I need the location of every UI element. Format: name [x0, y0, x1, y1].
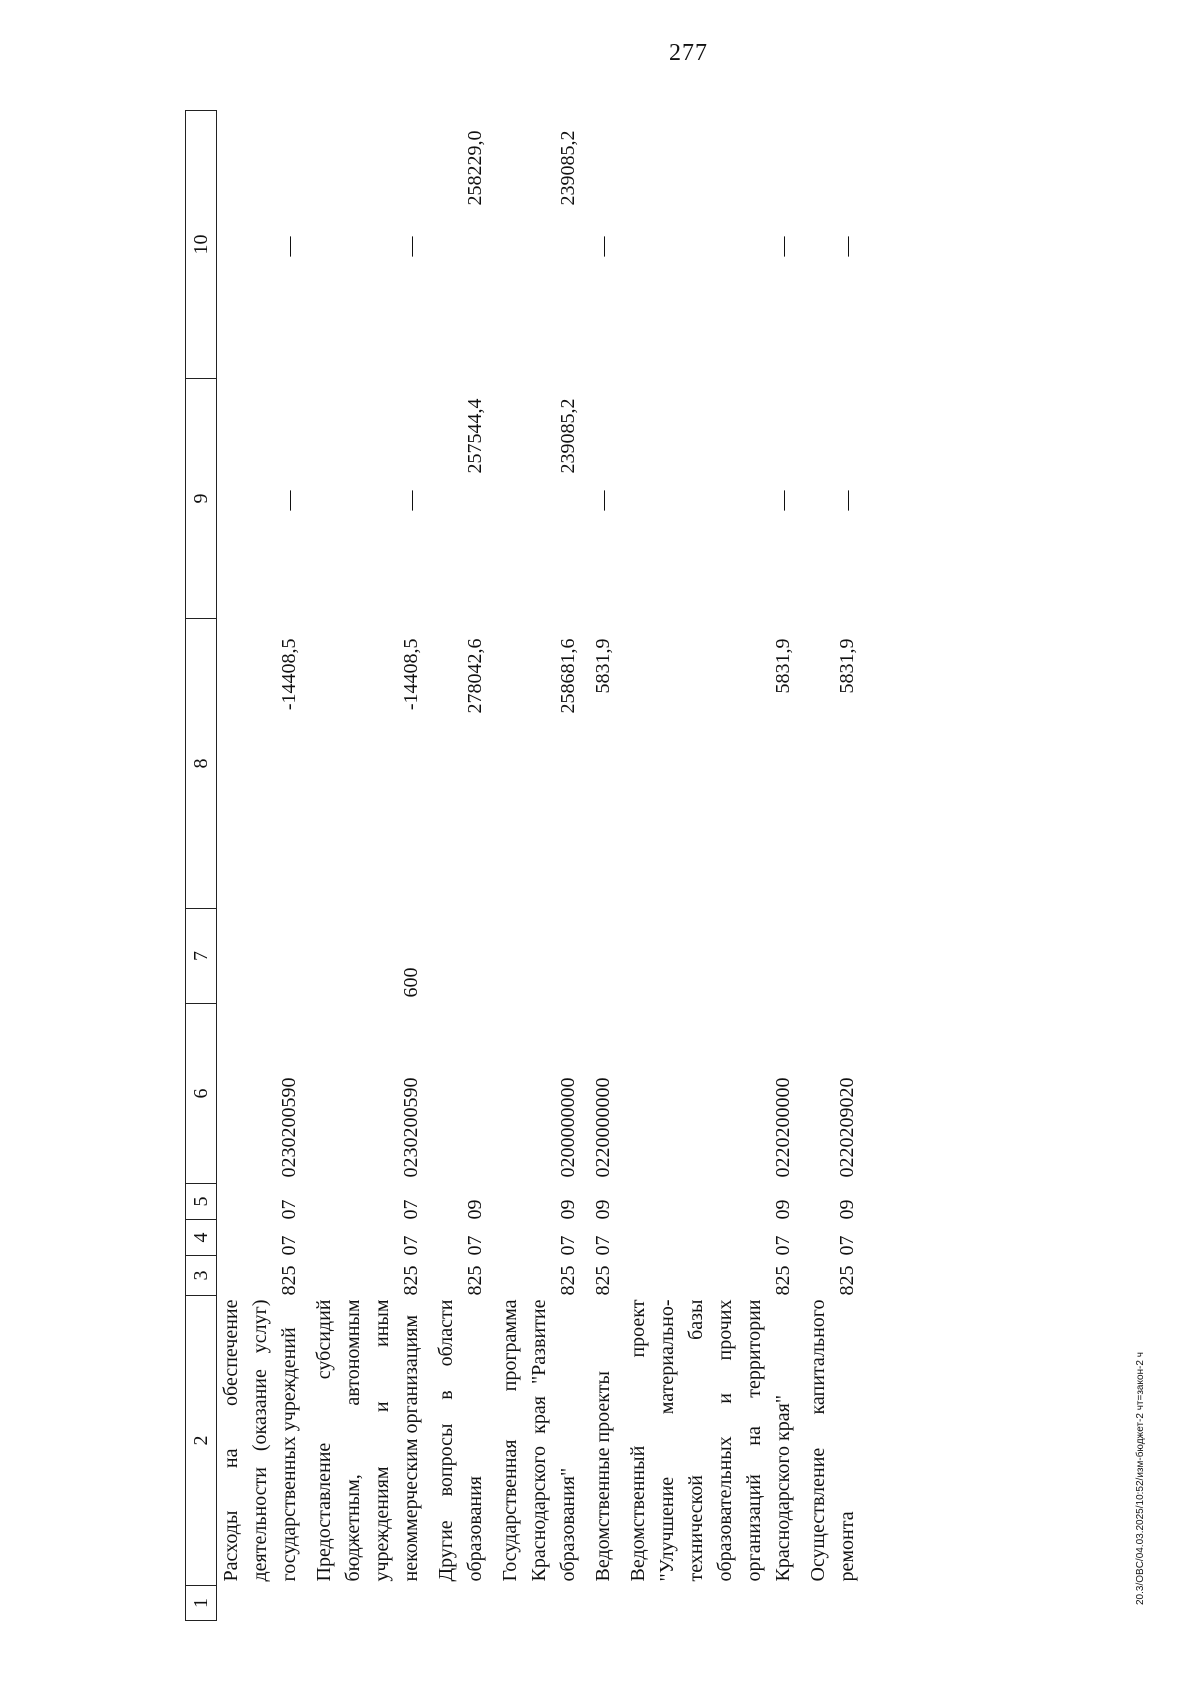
column-header-10: 10 [186, 111, 217, 379]
cell-c10: — [592, 236, 614, 257]
column-header-3: 3 [186, 1256, 217, 1296]
cell-c5: 09 [464, 1199, 486, 1220]
cell-c10: — [836, 236, 858, 257]
table-row [310, 111, 432, 1621]
column-header-7: 7 [186, 909, 217, 1004]
cell-c4: 07 [400, 1235, 422, 1256]
cell-c8: 258681,6 [557, 638, 579, 714]
column-header-1: 1 [186, 1586, 217, 1621]
cell-c7 [589, 909, 624, 1004]
row-description: Предоставление субсидий бюджетным, автономным учреждениям и иным некоммерческим организациям [313, 1299, 422, 1582]
cell-c7 [432, 909, 496, 1004]
cell-c8: 5831,9 [592, 638, 614, 694]
cell-c7 [624, 909, 804, 1004]
row-number-cell [589, 1586, 624, 1621]
cell-c3: 825 [464, 1265, 486, 1296]
cell-c5: 09 [772, 1199, 794, 1220]
cell-c9: — [772, 490, 794, 511]
cell-c8: -14408,5 [400, 638, 422, 711]
row-description: Ведомственные проекты [592, 1371, 614, 1582]
row-description: Осуществление капитального ремонта [807, 1299, 858, 1582]
cell-c7 [217, 909, 311, 1004]
cell-c3: 825 [836, 1265, 858, 1296]
cell-c4: 07 [278, 1235, 300, 1256]
cell-c7 [496, 909, 589, 1004]
cell-c8: 5831,9 [836, 638, 858, 694]
cell-c5: 07 [400, 1199, 422, 1220]
cell-c5: 09 [836, 1199, 858, 1220]
row-description: Другие вопросы в области образования [435, 1299, 486, 1582]
table-header-row [186, 111, 217, 1621]
cell-c9: 239085,2 [557, 398, 579, 474]
cell-c10: — [278, 236, 300, 257]
row-number-cell [217, 1586, 311, 1621]
cell-c6: 0220200000 [772, 1077, 794, 1178]
table-row [496, 111, 589, 1621]
column-header-2: 2 [186, 1296, 217, 1586]
table-row [589, 111, 624, 1621]
row-description: Государственная программа Краснодарского края "Развитие образования" [499, 1299, 579, 1582]
cell-c6: 0230200590 [400, 1077, 422, 1178]
cell-c7 [804, 909, 868, 1004]
cell-c10: — [772, 236, 794, 257]
page-number: 277 [669, 40, 708, 66]
cell-c3: 825 [772, 1265, 794, 1296]
table-row [217, 111, 311, 1621]
cell-c4: 07 [557, 1235, 579, 1256]
budget-table [185, 110, 868, 1621]
cell-c8: 278042,6 [464, 638, 486, 714]
row-number-cell [624, 1586, 804, 1621]
cell-c9: — [400, 490, 422, 511]
cell-c10: — [400, 236, 422, 257]
cell-c9: 257544,4 [464, 398, 486, 474]
cell-c4: 07 [836, 1235, 858, 1256]
budget-table-frame [185, 111, 858, 1621]
cell-c6 [432, 1004, 496, 1184]
cell-c7: 600 [400, 967, 422, 998]
cell-c9: — [836, 490, 858, 511]
column-header-9: 9 [186, 379, 217, 619]
cell-c3: 825 [557, 1265, 579, 1296]
row-number-cell [496, 1586, 589, 1621]
table-row [804, 111, 868, 1621]
cell-c4: 07 [592, 1235, 614, 1256]
cell-c5: 09 [592, 1199, 614, 1220]
document-code-footer: 20.3/OBC/04.03.2025/10:52/изм-бюджет-2 чт=закон-2 ч [1135, 1352, 1146, 1605]
cell-c4: 07 [464, 1235, 486, 1256]
row-number-cell [432, 1586, 496, 1621]
cell-c10: 258229,0 [464, 130, 486, 206]
row-number-cell [804, 1586, 868, 1621]
cell-c5: 07 [278, 1199, 300, 1220]
row-description: Ведомственный проект "Улучшение материально-технической базы образовательных и прочих организаций на территории Краснодарского края" [627, 1299, 794, 1582]
table-row [432, 111, 496, 1621]
cell-c8: -14408,5 [278, 638, 300, 711]
column-header-4: 4 [186, 1220, 217, 1256]
cell-c6: 0200000000 [557, 1077, 579, 1178]
cell-c3: 825 [400, 1265, 422, 1296]
row-description: Расходы на обеспечение деятельности (оказание услуг) государственных учреждений [220, 1299, 300, 1582]
cell-c6: 0220209020 [836, 1077, 858, 1178]
cell-c6: 0230200590 [278, 1077, 300, 1178]
cell-c5: 09 [557, 1199, 579, 1220]
column-header-8: 8 [186, 619, 217, 909]
table-row [624, 111, 804, 1621]
cell-c10: 239085,2 [557, 130, 579, 206]
cell-c9: — [592, 490, 614, 511]
row-number-cell [310, 1586, 432, 1621]
cell-c3: 825 [592, 1265, 614, 1296]
column-header-5: 5 [186, 1184, 217, 1220]
cell-c4: 07 [772, 1235, 794, 1256]
cell-c9: — [278, 490, 300, 511]
cell-c6: 0220000000 [592, 1077, 614, 1178]
column-header-6: 6 [186, 1004, 217, 1184]
cell-c8: 5831,9 [772, 638, 794, 694]
cell-c3: 825 [278, 1265, 300, 1296]
